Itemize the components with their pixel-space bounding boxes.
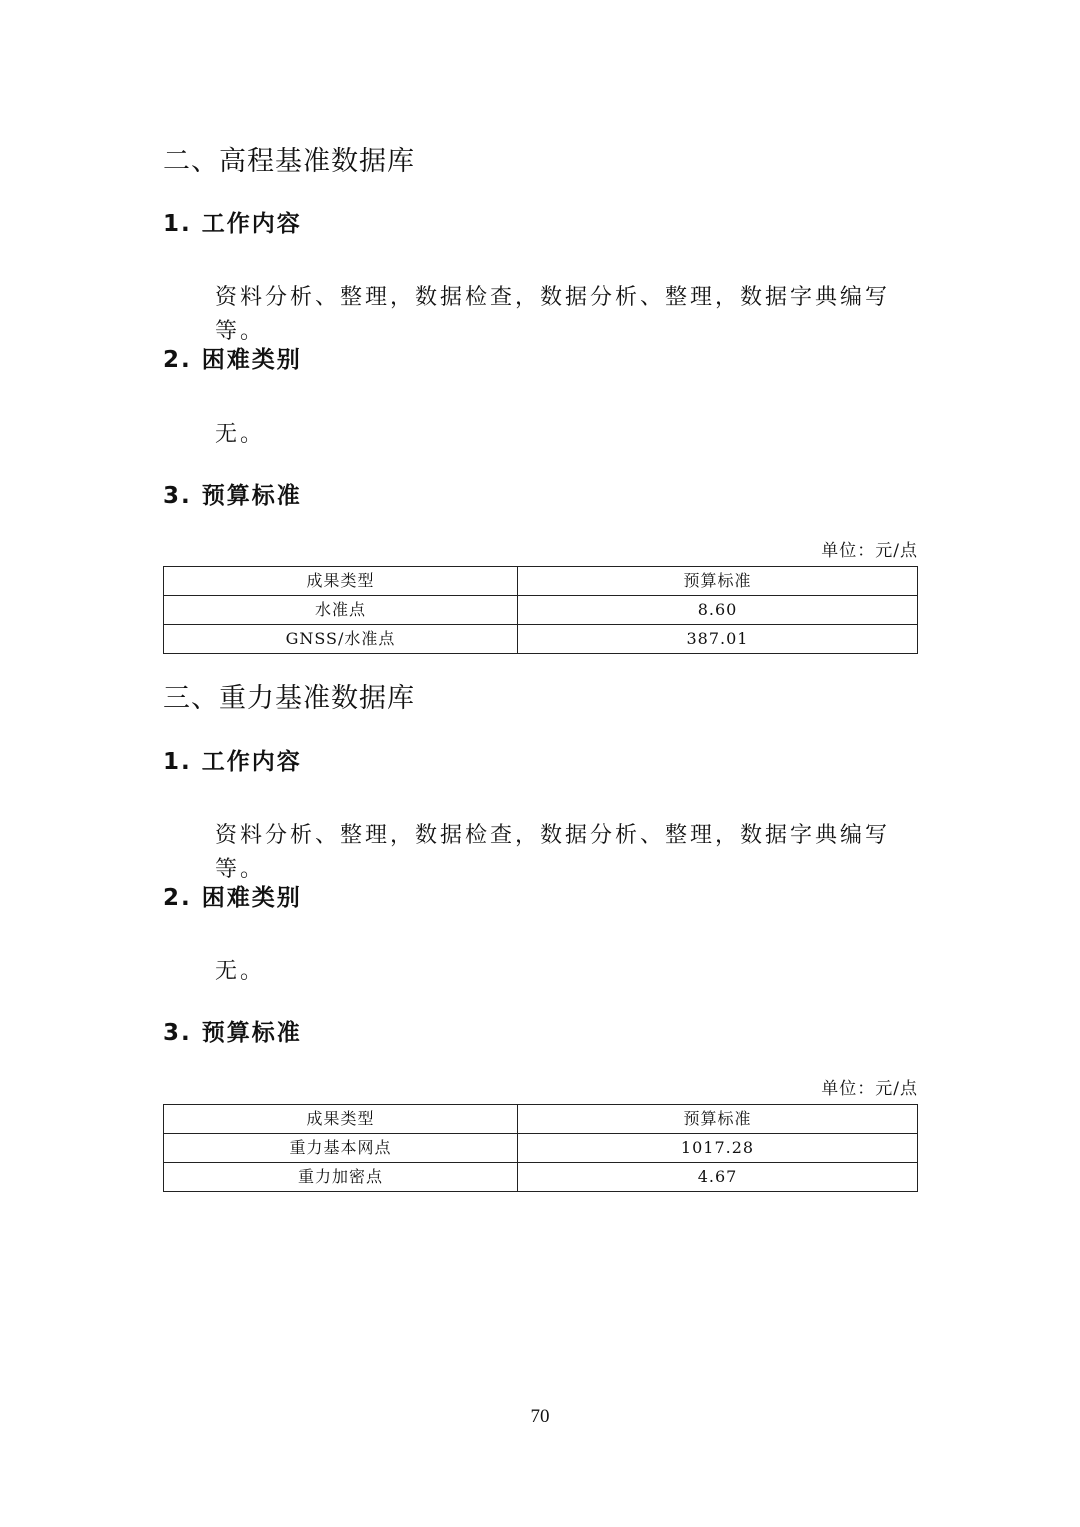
work-content-text: 资料分析、整理，数据检查，数据分析、整理，数据字典编写等。 [215,285,891,344]
page-number: 70 [530,1406,550,1427]
table-cell: GNSS/水准点 [164,625,518,654]
header-cell: 预算标准 [518,567,918,596]
header-cell: 成果类型 [164,567,518,596]
table-cell: 重力加密点 [164,1163,518,1192]
section-title: 三、重力基准数据库 [163,683,415,714]
work-content-text: 资料分析、整理，数据检查，数据分析、整理，数据字典编写等。 [215,823,891,882]
header-cell: 预算标准 [518,1105,918,1134]
difficulty-heading: 2. 困难类别 [163,347,302,373]
table-cell: 水准点 [164,596,518,625]
table-cell: 8.60 [518,596,918,625]
difficulty-text: 无。 [215,422,266,447]
table-row [164,625,918,654]
table-header-row [164,567,918,596]
header-cell: 成果类型 [164,1105,518,1134]
table-cell: 4.67 [518,1163,918,1192]
budget-table [163,1104,918,1192]
section-title: 二、高程基准数据库 [163,146,415,177]
unit-label: 单位：元/点 [821,1079,918,1099]
table-row [164,1134,918,1163]
difficulty-text: 无。 [215,959,266,984]
work-content-heading: 1. 工作内容 [163,211,302,237]
table-header-row [164,1105,918,1134]
work-content-heading: 1. 工作内容 [163,749,302,775]
table-row [164,596,918,625]
budget-table [163,566,918,654]
unit-label: 单位：元/点 [821,541,918,561]
table-cell: 重力基本网点 [164,1134,518,1163]
table-cell: 1017.28 [518,1134,918,1163]
budget-heading: 3. 预算标准 [163,1020,302,1046]
table-cell: 387.01 [518,625,918,654]
budget-heading: 3. 预算标准 [163,483,302,509]
table-row [164,1163,918,1192]
difficulty-heading: 2. 困难类别 [163,885,302,911]
